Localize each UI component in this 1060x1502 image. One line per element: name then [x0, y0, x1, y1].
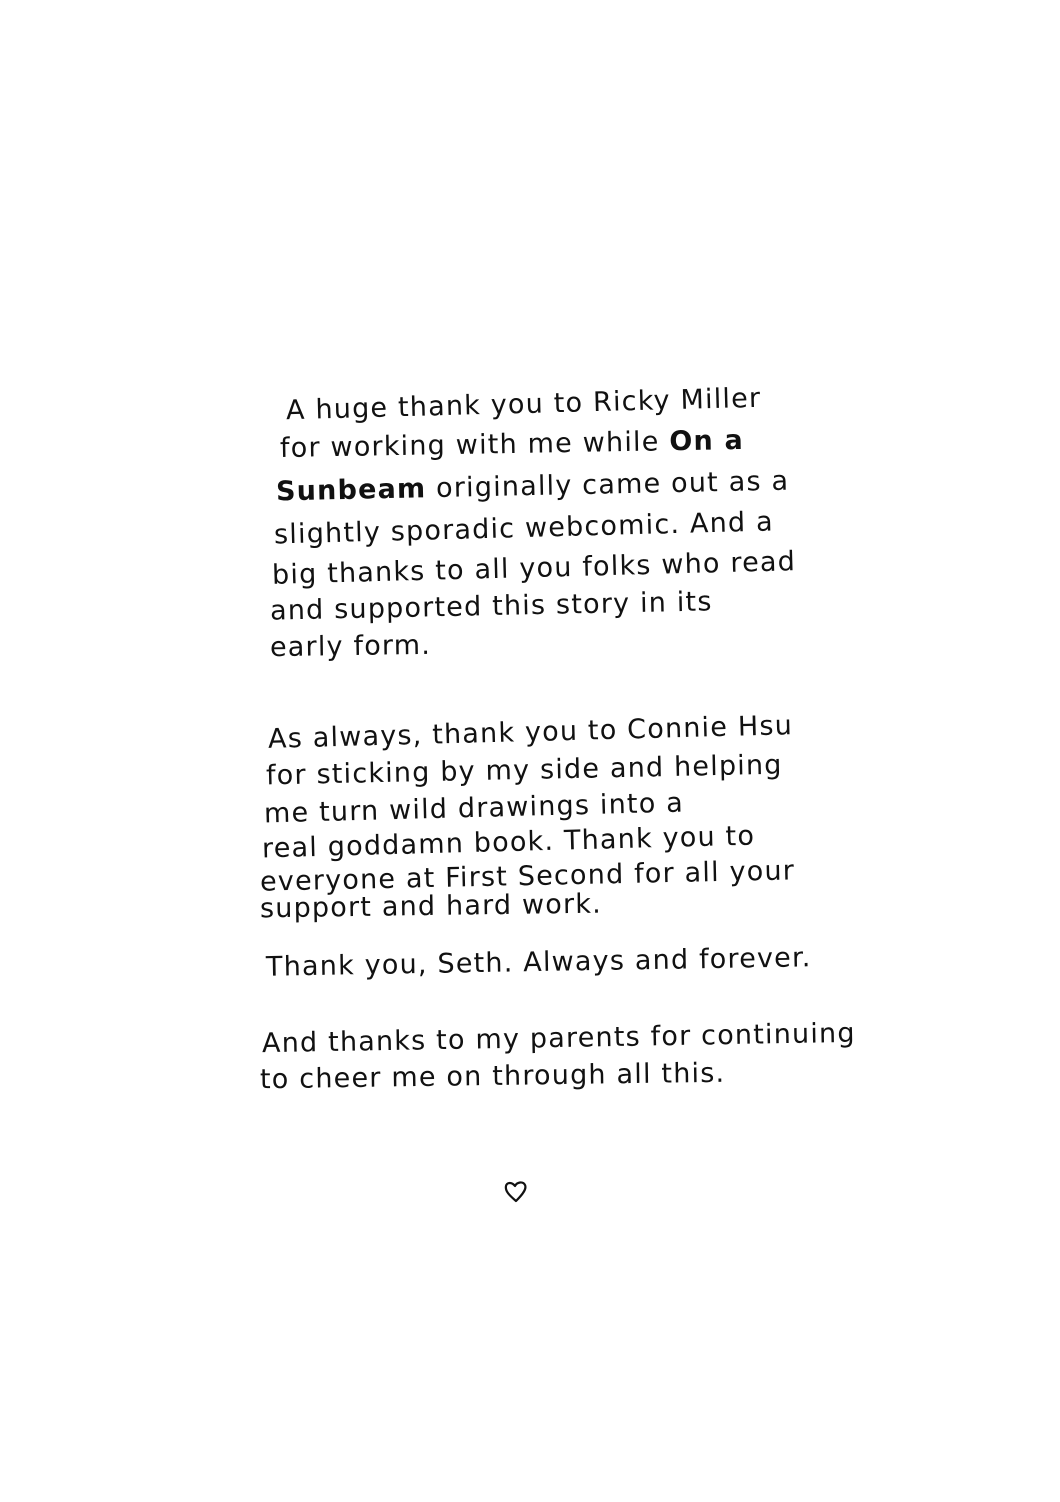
text-line: early form.	[269, 629, 432, 664]
text-line: and supported this story in its	[269, 586, 713, 627]
text-fragment: originally came out as a	[425, 465, 790, 505]
book-title-fragment: Sunbeam	[275, 473, 427, 508]
text-line: real goddamn book. Thank you to	[261, 820, 756, 865]
text-fragment: for working with me while	[279, 426, 670, 465]
text-line: A huge thank you to Ricky Miller	[285, 382, 762, 427]
text-line: everyone at First Second for all your	[259, 855, 796, 898]
text-line	[280, 424, 744, 466]
text-line: slightly sporadic webcomic. And a	[273, 506, 775, 551]
text-line: support and hard work.	[259, 888, 603, 925]
text-line: And thanks to my parents for continuing	[261, 1017, 856, 1060]
heart-icon	[502, 1180, 530, 1204]
text-line: me turn wild drawings into a	[263, 787, 685, 830]
text-line: Thank you, Seth. Always and forever.	[265, 942, 812, 983]
text-line	[276, 465, 790, 510]
text-line: for sticking by my side and helping	[265, 749, 783, 792]
text-line: big thanks to all you folks who read	[271, 546, 797, 591]
text-line: to cheer me on through all this.	[259, 1057, 726, 1096]
text-line: As always, thank you to Connie Hsu	[267, 710, 794, 755]
book-title-fragment: On a	[669, 424, 745, 458]
